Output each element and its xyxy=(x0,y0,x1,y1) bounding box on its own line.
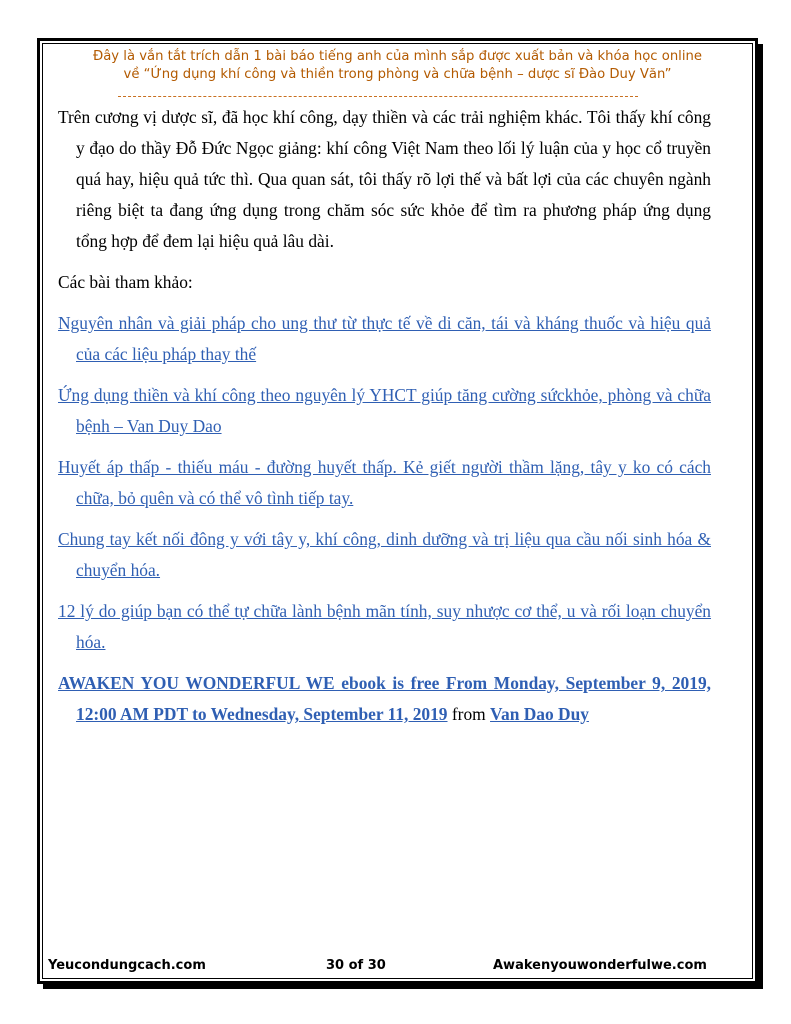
ebook-from-text: from xyxy=(451,704,486,724)
reference-item xyxy=(58,380,711,442)
reference-item xyxy=(58,452,711,514)
references-label: Các bài tham khảo: xyxy=(58,272,193,292)
header-line-2: về “Ứng dụng khí công và thiền trong phòng và chữa bệnh – dược sĩ Đào Duy Văn” xyxy=(123,67,672,82)
reference-link-4[interactable]: Chung tay kết nối đông y với tây y, khí công, dinh dưỡng và trị liệu qua cầu nối sinh hóa & chuyển hóa. xyxy=(58,529,711,580)
reference-item xyxy=(58,524,711,586)
reference-link-1[interactable]: Nguyên nhân và giải pháp cho ung thư từ thực tế về di căn, tái và kháng thuốc và hiệu quả của các liệu pháp thay thế xyxy=(58,313,711,364)
header-line-1: Đây là vắn tắt trích dẫn 1 bài báo tiếng anh của mình sắp được xuất bản và khóa học online xyxy=(93,49,702,64)
page-border-shadow-bottom xyxy=(43,984,763,989)
reference-link-5[interactable]: 12 lý do giúp bạn có thể tự chữa lành bệnh mãn tính, suy nhược cơ thể, u và rối loạn chuyển hóa. xyxy=(58,601,711,652)
page-content xyxy=(58,102,711,730)
page-header xyxy=(50,48,745,84)
page-border-shadow-right xyxy=(758,44,763,988)
footer-left-site: Yeucondungcach.com xyxy=(48,958,206,973)
footer-right-site: Awakenyouwonderfulwe.com xyxy=(493,958,707,973)
footer-page-number: 30 of 30 xyxy=(326,958,386,973)
ebook-promo xyxy=(58,668,711,730)
reference-link-2[interactable]: Ứng dụng thiền và khí công theo nguyên lý YHCT giúp tăng cường sứckhỏe, phòng và chữa bệnh – Van Duy Dao xyxy=(58,385,711,436)
reference-item xyxy=(58,308,711,370)
header-divider xyxy=(118,96,638,97)
reference-item xyxy=(58,596,711,658)
reference-link-3[interactable]: Huyết áp thấp - thiếu máu - đường huyết thấp. Kẻ giết người thầm lặng, tây y ko có cách chữa, bỏ quên và có thể vô tình tiếp tay. xyxy=(58,457,711,508)
author-link[interactable]: Van Dao Duy xyxy=(490,704,589,724)
ebook-link[interactable]: AWAKEN YOU WONDERFUL WE ebook is free From Monday, September 9, 2019, 12:00 AM PDT to Wednesday, September 11, 2019 xyxy=(58,673,711,724)
intro-paragraph: Trên cương vị dược sĩ, đã học khí công, dạy thiền và các trải nghiệm khác. Tôi thấy khí công y đạo do thầy Đỗ Đức Ngọc giảng: khí công Việt Nam theo lối lý luận của y học cổ truyền quá hay, hiệu quả tức thì. Qua quan sát, tôi thấy rõ lợi thế và bất lợi của các chuyên ngành riêng biệt ta đang ứng dụng trong chăm sóc sức khỏe để tìm ra phương pháp ứng dụng tổng hợp để đem lại hiệu quả lâu dài. xyxy=(58,107,711,251)
